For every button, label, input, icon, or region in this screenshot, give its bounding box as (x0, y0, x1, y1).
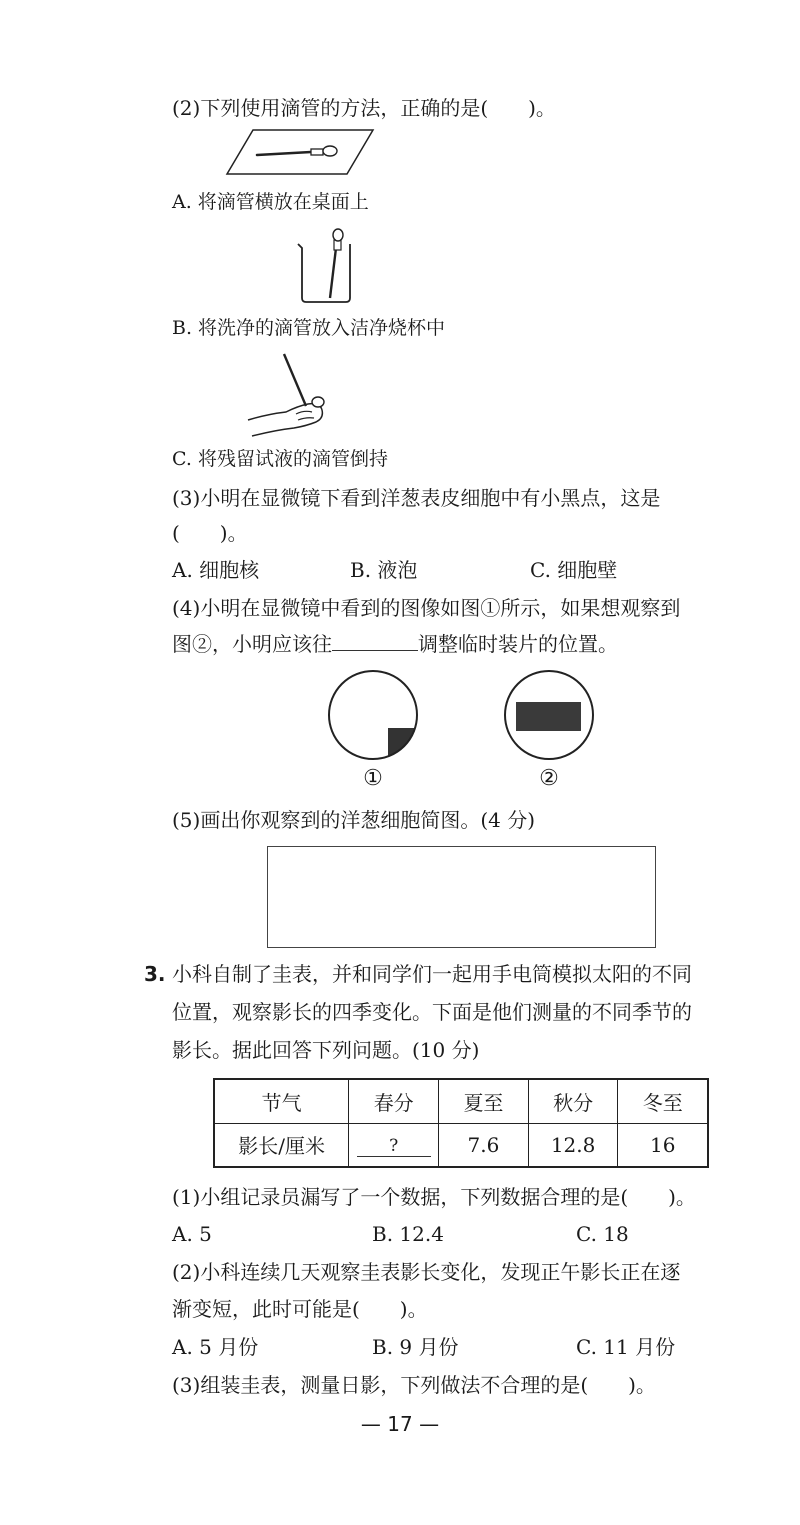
table-row-label: 影长/厘米 (214, 1123, 349, 1167)
microscope-view-2 (502, 668, 596, 762)
hand-holding-dropper-illustration (246, 350, 336, 442)
q4-stem-line2-pre: 图②，小明应该往 (172, 632, 332, 656)
problem3-intro-line1: 小科自制了圭表，并和同学们一起用手电筒模拟太阳的不同 (172, 962, 692, 986)
fig1-label: ① (363, 766, 383, 791)
fig2-label: ② (539, 766, 559, 791)
q5-stem: (5)画出你观察到的洋葱细胞简图。(4 分) (172, 808, 536, 832)
q2-option-b: B. 将洗净的滴管放入洁净烧杯中 (172, 317, 446, 339)
table-header-row (214, 1079, 708, 1123)
table-header-cell: 春分 (349, 1079, 439, 1123)
dropper-on-table-illustration (225, 128, 375, 176)
q3-stem-line1: (3)小明在显微镜下看到洋葱表皮细胞中有小黑点，这是 (172, 486, 661, 510)
table-header-cell: 节气 (214, 1079, 349, 1123)
table-header-cell: 冬至 (618, 1079, 708, 1123)
shadow-length-table (213, 1078, 709, 1168)
q4-answer-blank[interactable] (332, 632, 418, 651)
sub1-option-c: C. 18 (576, 1222, 629, 1246)
table-cell: 12.8 (528, 1123, 618, 1167)
sub2-option-b: B. 9 月份 (372, 1335, 459, 1359)
dropper-in-beaker-illustration (290, 228, 370, 304)
sub2-option-a: A. 5 月份 (172, 1335, 259, 1359)
table-cell: 7.6 (439, 1123, 529, 1167)
drawing-answer-box[interactable] (267, 846, 656, 948)
problem3-intro-line2: 位置，观察影长的四季变化。下面是他们测量的不同季节的 (172, 1000, 692, 1024)
q4-stem-line2 (172, 632, 618, 656)
sub2-option-c: C. 11 月份 (576, 1335, 676, 1359)
sub1-option-a: A. 5 (172, 1222, 212, 1246)
q2-stem: (2)下列使用滴管的方法，正确的是( )。 (172, 96, 556, 120)
table-row (214, 1123, 708, 1167)
sub2-stem-line2: 渐变短，此时可能是( )。 (172, 1297, 428, 1321)
q3-option-b: B. 液泡 (350, 558, 418, 582)
q3-option-c: C. 细胞壁 (530, 558, 618, 582)
sub1-option-b: B. 12.4 (372, 1222, 444, 1246)
table-header-cell: 秋分 (528, 1079, 618, 1123)
table-cell (349, 1123, 439, 1167)
table-cell: 16 (618, 1123, 708, 1167)
table-header-cell: 夏至 (439, 1079, 529, 1123)
microscope-view-1 (326, 668, 420, 762)
q2-option-c: C. 将残留试液的滴管倒持 (172, 448, 388, 470)
q4-stem-line2-post: 调整临时装片的位置。 (418, 632, 618, 656)
q3-stem-line2: ( )。 (172, 521, 248, 545)
problem3-intro-line3: 影长。据此回答下列问题。(10 分) (172, 1038, 480, 1062)
problem3-number: 3. (144, 962, 166, 986)
sub1-stem: (1)小组记录员漏写了一个数据，下列数据合理的是( )。 (172, 1185, 696, 1209)
q4-stem-line1: (4)小明在显微镜中看到的图像如图①所示，如果想观察到 (172, 596, 681, 620)
q2-option-a: A. 将滴管横放在桌面上 (172, 191, 369, 213)
missing-value-mark: ? (357, 1136, 431, 1157)
q3-option-a: A. 细胞核 (172, 558, 260, 582)
page-number: — 17 — (360, 1412, 440, 1436)
sub2-stem-line1: (2)小科连续几天观察圭表影长变化，发现正午影长正在逐 (172, 1260, 681, 1284)
sub3-stem: (3)组装圭表，测量日影，下列做法不合理的是( )。 (172, 1373, 656, 1397)
